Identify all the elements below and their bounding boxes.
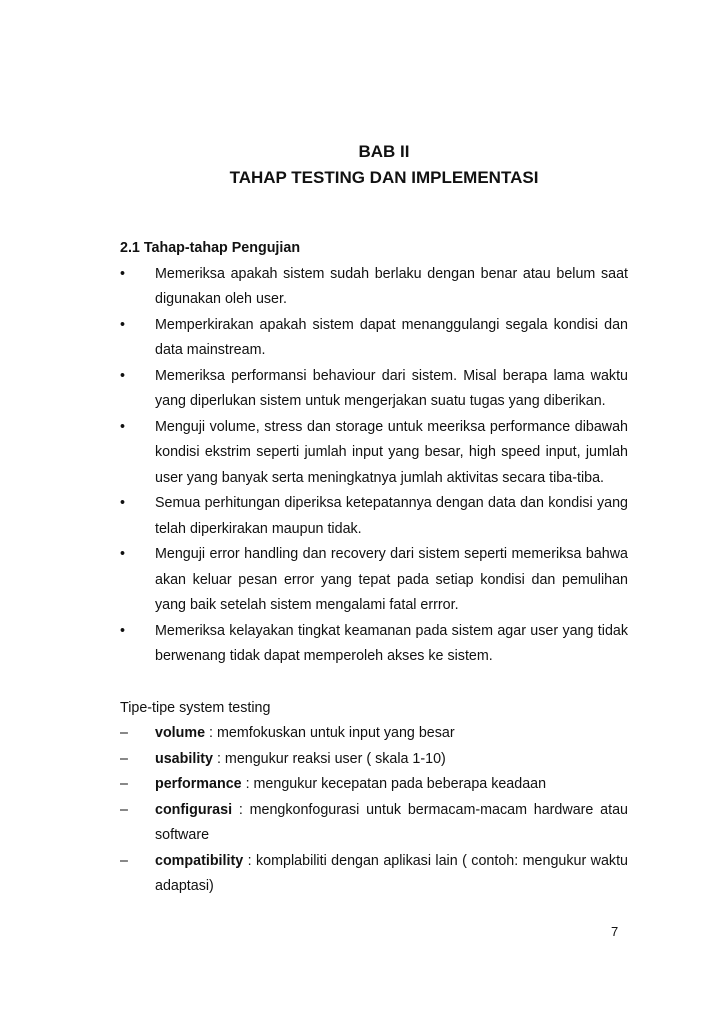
testing-type-description: : mengukur kecepatan pada beberapa keadaan: [241, 776, 547, 792]
list-item: [120, 721, 628, 747]
list-item: • Memeriksa apakah sistem sudah berlaku dengan benar atau belum saat digunakan oleh user.: [120, 262, 628, 313]
testing-type-term: usability: [155, 750, 213, 767]
section-heading: 2.1 Tahap-tahap Pengujian: [120, 240, 301, 256]
list-item: • Memperkirakan apakah sistem dapat menanggulangi segala kondisi dan data mainstream.: [120, 313, 628, 364]
list-item: • Semua perhitungan diperiksa ketepatannya dengan data dan kondisi yang telah diperkirakan maupun tidak.: [120, 491, 628, 542]
chapter-label: BAB II: [358, 142, 410, 161]
list-item: [120, 798, 628, 849]
testing-type-term: configurasi: [155, 801, 233, 818]
testing-type-description: : mengkonfogurasi untuk bermacam-macam hardware atau software: [155, 801, 628, 843]
testing-type-term: performance: [155, 776, 242, 792]
list-item: • Memeriksa kelayakan tingkat keamanan pada sistem agar user yang tidak berwenang tidak dapat memperoleh akses ke sistem.: [120, 619, 628, 670]
page-number: 7: [611, 924, 619, 939]
testing-types-list: [120, 721, 628, 900]
page-content: [120, 236, 628, 900]
list-item: • Menguji volume, stress dan storage untuk meeriksa performance dibawah kondisi ekstrim seperti jumlah input yang besar, high speed input, jumlah user yang banyak serta meningkatnya jumlah aktivitas secara tiba-tiba.: [120, 415, 628, 492]
list-item: • Memeriksa performansi behaviour dari sistem. Misal berapa lama waktu yang diperlukan sistem untuk mengerjakan suatu tugas yang diberikan.: [120, 364, 628, 415]
list-item: [120, 849, 628, 900]
test-stages-list: [120, 262, 628, 670]
testing-type-description: : mengukur reaksi user ( skala 1-10): [213, 750, 446, 767]
testing-type-description: : memfokuskan untuk input yang besar: [205, 725, 455, 741]
testing-types-heading: Tipe-tipe system testing: [120, 699, 271, 716]
list-item: [120, 772, 628, 798]
testing-type-term: volume: [155, 725, 206, 741]
testing-type-term: compatibility: [155, 852, 244, 869]
testing-type-description: : komplabiliti dengan aplikasi lain ( contoh: mengukur waktu adaptasi): [155, 852, 628, 894]
list-item: [120, 747, 628, 773]
chapter-title: TAHAP TESTING DAN IMPLEMENTASI: [229, 168, 539, 187]
list-item: • Menguji error handling dan recovery dari sistem seperti memeriksa bahwa akan keluar pesan error yang tepat pada setiap kondisi dan pemulihan yang baik setelah sistem mengalami fatal errror.: [120, 542, 628, 619]
